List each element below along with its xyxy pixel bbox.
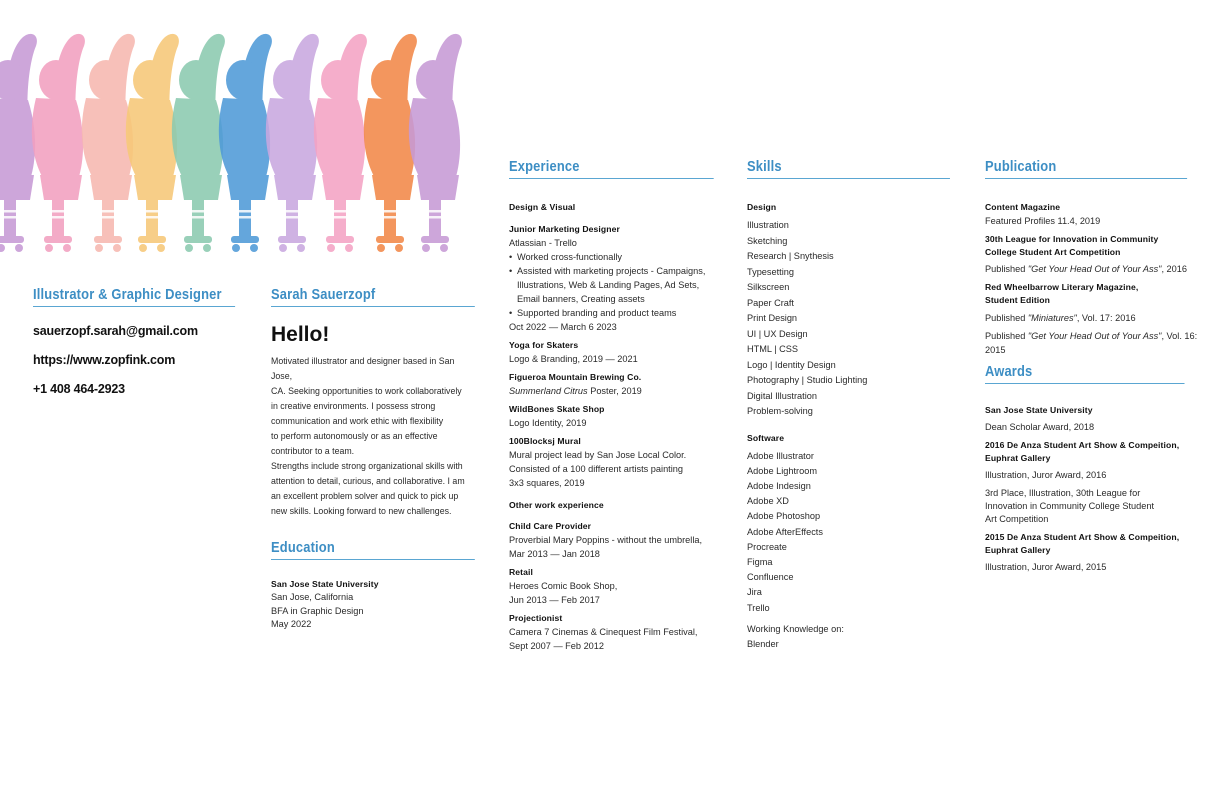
publication-heading: Publication — [985, 158, 1187, 179]
job-bullet: • Assisted with marketing projects - Campaigns, — [509, 266, 706, 276]
role-heading: Illustrator & Graphic Designer — [33, 286, 235, 307]
figure-8 — [314, 34, 367, 252]
publication-title: Red Wheelbarrow Literary Magazine, Student Edition — [985, 282, 1139, 305]
figure-1 — [0, 34, 37, 252]
publication-title: 30th League for Innovation in Community College Student Art Competition — [985, 234, 1159, 257]
publication-detail: Published "Miniatures", Vol. 17: 2016 — [985, 313, 1136, 323]
software-item: Trello — [747, 602, 770, 613]
figure-7 — [266, 34, 319, 252]
education-date: May 2022 — [271, 619, 312, 629]
job-bullet: Email banners, Creating assets — [517, 294, 645, 304]
email[interactable]: sauerzopf.sarah@gmail.com — [33, 324, 198, 338]
award-title: 2015 De Anza Student Art Show & Compeition, Euphrat Gallery — [985, 532, 1180, 555]
skill-item: Photography | Studio Lighting — [747, 375, 868, 385]
publication-detail: Featured Profiles 11.4, 2019 — [985, 216, 1101, 226]
job-detail: Logo Identity, 2019 — [509, 418, 587, 428]
education-entry — [271, 578, 476, 632]
intro-line: to perform autonomously or as an effective — [271, 431, 438, 441]
award-detail: Dean Scholar Award, 2018 — [985, 422, 1095, 432]
awards-heading: Awards — [985, 363, 1185, 384]
education-school: San Jose State University — [271, 579, 379, 589]
job-bullet: Illustrations, Web & Landing Pages, Ad Sets, — [517, 280, 700, 290]
skill-item: Digital Illustration — [747, 390, 817, 401]
role-heading-block — [33, 286, 235, 307]
award-title: San Jose State University — [985, 405, 1093, 415]
publication-title: Content Magazine — [985, 202, 1061, 212]
job-title: Child Care Provider — [509, 521, 592, 531]
skill-item: Typesetting — [747, 266, 794, 277]
job-detail: Logo & Branding, 2019 — 2021 — [509, 354, 638, 364]
software-item: Adobe AfterEffects — [747, 526, 823, 537]
award-detail: Illustration, Juror Award, 2015 — [985, 562, 1107, 572]
intro-line: Strengths include strong organizational skills with — [271, 461, 463, 471]
header-illustration — [0, 20, 480, 255]
job-detail: Camera 7 Cinemas & Cinequest Film Festival, Sept 2007 — Feb 2012 — [509, 627, 698, 651]
software-item: Jira — [747, 587, 762, 598]
publication-heading-block — [985, 158, 1187, 179]
skills-software-label: Software — [747, 432, 785, 443]
skill-item: HTML | CSS — [747, 344, 799, 354]
skills-software-items — [747, 449, 947, 616]
award-title: 2016 De Anza Student Art Show & Compeition, Euphrat Gallery — [985, 440, 1180, 463]
job-company: Atlassian - Trello — [509, 238, 577, 248]
intro-line: communication and work ethic with flexibility — [271, 416, 444, 426]
job-detail: Summerland Citrus Poster, 2019 — [509, 386, 642, 396]
job-detail: Heroes Comic Book Shop, Jun 2013 — Feb 2017 — [509, 581, 618, 605]
awards-list — [985, 404, 1200, 574]
software-item: Adobe Illustrator — [747, 450, 814, 461]
education-degree: BFA in Graphic Design — [271, 605, 364, 616]
skills-working-item: Blender — [747, 638, 779, 649]
job-detail: Proverbial Mary Poppins - without the umbrella, Mar 2013 — Jan 2018 — [509, 535, 703, 559]
experience-section-design: Design & Visual — [509, 202, 576, 212]
phone: +1 408 464-2923 — [33, 382, 125, 396]
publication-detail: Published "Get Your Head Out of Your Ass", 2016 — [985, 264, 1187, 274]
software-item: Figma — [747, 556, 773, 567]
intro-paragraph-2 — [271, 459, 476, 519]
name-heading: Sarah Sauerzopf — [271, 286, 475, 307]
job-dates: Oct 2022 — March 6 2023 — [509, 322, 617, 332]
job-detail: Mural project lead by San Jose Local Color. Consisted of a 100 different artists painting 3x3 squares, 2019 — [509, 450, 687, 488]
experience-heading-block — [509, 158, 714, 179]
figure-4 — [126, 34, 179, 252]
figure-10 — [409, 34, 462, 252]
publication-detail: Published "Get Your Head Out of Your Ass", Vol. 16: 2015 — [985, 331, 1198, 355]
intro-line: an excellent problem solver and quick to pick up — [271, 491, 459, 501]
job-title: Projectionist — [509, 613, 563, 623]
experience-section-other: Other work experience — [509, 500, 604, 510]
job-title: Retail — [509, 567, 534, 577]
skill-item: Illustration — [747, 220, 789, 230]
education-heading: Education — [271, 539, 475, 560]
software-item: Adobe Lightroom — [747, 465, 817, 476]
award-detail: 3rd Place, Illustration, 30th League for Innovation in Community College Student Art Competition — [985, 488, 1155, 524]
software-item: Adobe Photoshop — [747, 511, 821, 522]
job-bullet: • Worked cross-functionally — [509, 252, 623, 262]
job-title: Junior Marketing Designer — [509, 224, 620, 234]
skills-design-items — [747, 218, 947, 420]
figure-5 — [172, 34, 225, 252]
job-title: WildBones Skate Shop — [509, 404, 605, 414]
hello-heading: Hello! — [271, 323, 330, 346]
award-detail: Illustration, Juror Award, 2016 — [985, 470, 1107, 480]
software-item: Adobe XD — [747, 496, 789, 507]
education-location: San Jose, California — [271, 592, 354, 602]
job-title: Figueroa Mountain Brewing Co. — [509, 372, 642, 382]
job-bullets — [509, 250, 719, 320]
skill-item: Print Design — [747, 313, 798, 323]
publication-list — [985, 201, 1200, 357]
skills-heading-block — [747, 158, 950, 179]
awards-heading-block — [985, 363, 1185, 384]
experience-heading: Experience — [509, 158, 714, 179]
website[interactable]: https://www.zopfink.com — [33, 353, 176, 367]
skill-item: Problem-solving — [747, 406, 813, 416]
skill-item: Research | Snythesis — [747, 251, 834, 261]
intro-line: CA. Seeking opportunities to work collaboratively — [271, 386, 462, 396]
skill-item: Paper Craft — [747, 297, 794, 308]
skills-heading: Skills — [747, 158, 950, 179]
figures-svg — [0, 20, 480, 255]
intro-line: contributor to a team. — [271, 446, 355, 456]
intro-line: attention to detail, curious, and collaborative. I am — [271, 476, 465, 486]
skill-item: Sketching — [747, 235, 788, 246]
skills-working-label: Working Knowledge on: — [747, 623, 844, 634]
job-bullet: • Supported branding and product teams — [509, 308, 677, 318]
skill-item: UI | UX Design — [747, 328, 808, 339]
job-title: Yoga for Skaters — [509, 340, 579, 350]
figure-2 — [32, 34, 85, 252]
skill-item: Silkscreen — [747, 282, 790, 292]
skill-item: Logo | Identity Design — [747, 359, 836, 370]
job-title: 100Blocksj Mural — [509, 436, 581, 446]
skills-design-label: Design — [747, 202, 777, 212]
skills-list — [747, 201, 947, 651]
intro-line: in creative environments. I possess strong — [271, 401, 436, 411]
experience-list — [509, 201, 719, 653]
figure-6 — [219, 34, 272, 252]
education-heading-block — [271, 539, 475, 560]
figure-9 — [364, 34, 417, 252]
intro-line: new skills. Looking forward to new challenges. — [271, 506, 452, 516]
intro-paragraph-1 — [271, 354, 476, 459]
name-heading-block — [271, 286, 475, 307]
software-item: Procreate — [747, 541, 787, 552]
intro-line: Motivated illustrator and designer based in San Jose, — [271, 356, 455, 381]
software-item: Adobe Indesign — [747, 480, 811, 491]
software-item: Confluence — [747, 572, 794, 583]
